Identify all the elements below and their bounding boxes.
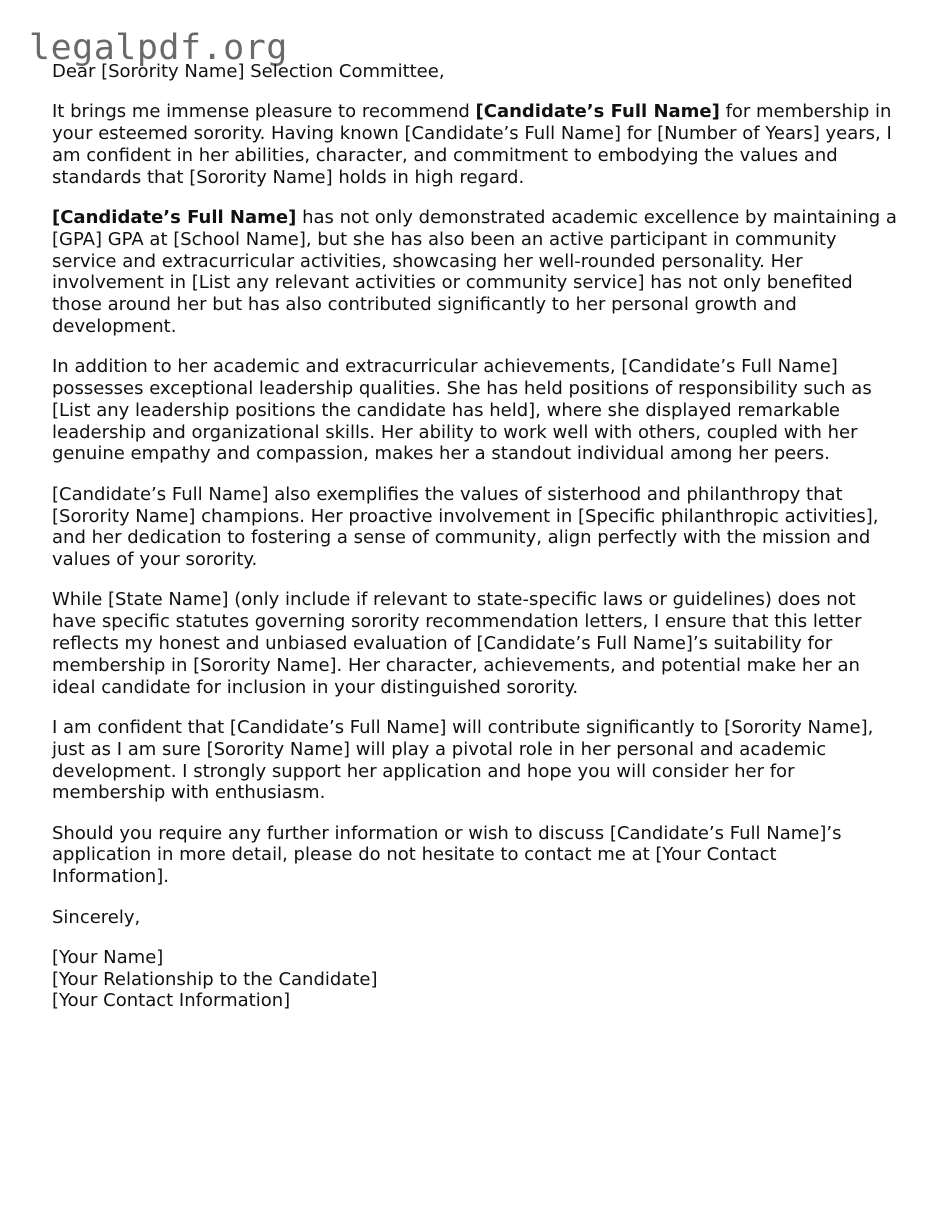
- paragraph-contact: Should you require any further information or wish to discuss [Candidate’s Full Name]’s application in more detail, please do not hesitate to contact me at [Your Contact Information].: [52, 822, 842, 888]
- letter-body: [52, 61, 897, 1031]
- signature-relationship: [Your Relationship to the Candidate]: [52, 968, 378, 990]
- paragraph-text: It brings me immense pleasure to recommend: [52, 101, 476, 123]
- candidate-name-bold: [Candidate’s Full Name]: [52, 206, 297, 228]
- paragraph-state-statutes: While [State Name] (only include if relevant to state-specific laws or guidelines) does not have specific statutes governing sorority recommendation letters, I ensure that this letter reflects my honest and unbiased evaluation of [Candidate’s Full Name]’s suitability for membership in [Sorority Name]. Her character, achievements, and potential make her an ideal candidate for inclusion in your distinguished sorority.: [52, 589, 862, 698]
- paragraph-support: I am confident that [Candidate’s Full Name] will contribute significantly to [Sorority Name], just as I am sure [Sorority Name] will play a pivotal role in her personal and academic development. I strongly support her application and hope you will consider her for membership with enthusiasm.: [52, 716, 874, 804]
- signature-block: [52, 947, 897, 1012]
- paragraph-text: for membership in your esteemed sorority. Having known [Candidate’s Full Name] for [Number of Years] years, I am confident in her abilities, character, and commitment to embodying the values and standards that [Sorority Name] holds in high regard.: [52, 101, 892, 188]
- paragraph-leadership: In addition to her academic and extracurricular achievements, [Candidate’s Full Name] possesses exceptional leadership qualities. She has held positions of responsibility such as [List any leadership positions the candidate has held], where she displayed remarkable leadership and organizational skills. Her ability to work well with others, coupled with her genuine empathy and compassion, makes her a standout individual among her peers.: [52, 356, 872, 465]
- paragraph-text: has not only demonstrated academic excellence by maintaining a [GPA] GPA at [School Name], but she has also been an active participant in community service and extracurricular activities, showcasing her well-rounded personality. Her involvement in [List any relevant activities or community service] has not only benefited those around her but has also contributed significantly to her personal growth and development.: [52, 206, 897, 337]
- candidate-name-bold: [Candidate’s Full Name]: [475, 101, 720, 123]
- watermark-logo: legalpdf.org: [29, 28, 288, 68]
- signature-name: [Your Name]: [52, 946, 164, 968]
- signature-contact: [Your Contact Information]: [52, 990, 291, 1012]
- letter-greeting: Dear [Sorority Name] Selection Committee,: [52, 61, 445, 82]
- paragraph-academics: [52, 207, 897, 338]
- paragraph-philanthropy: [Candidate’s Full Name] also exemplifies the values of sisterhood and philanthropy that [Sorority Name] champions. Her proactive involvement in [Specific philanthropic activities], and her dedication to fostering a sense of community, align perfectly with the mission and values of your sorority.: [52, 483, 879, 571]
- paragraph-recommendation: [52, 101, 897, 188]
- letter-closing: Sincerely,: [52, 906, 141, 928]
